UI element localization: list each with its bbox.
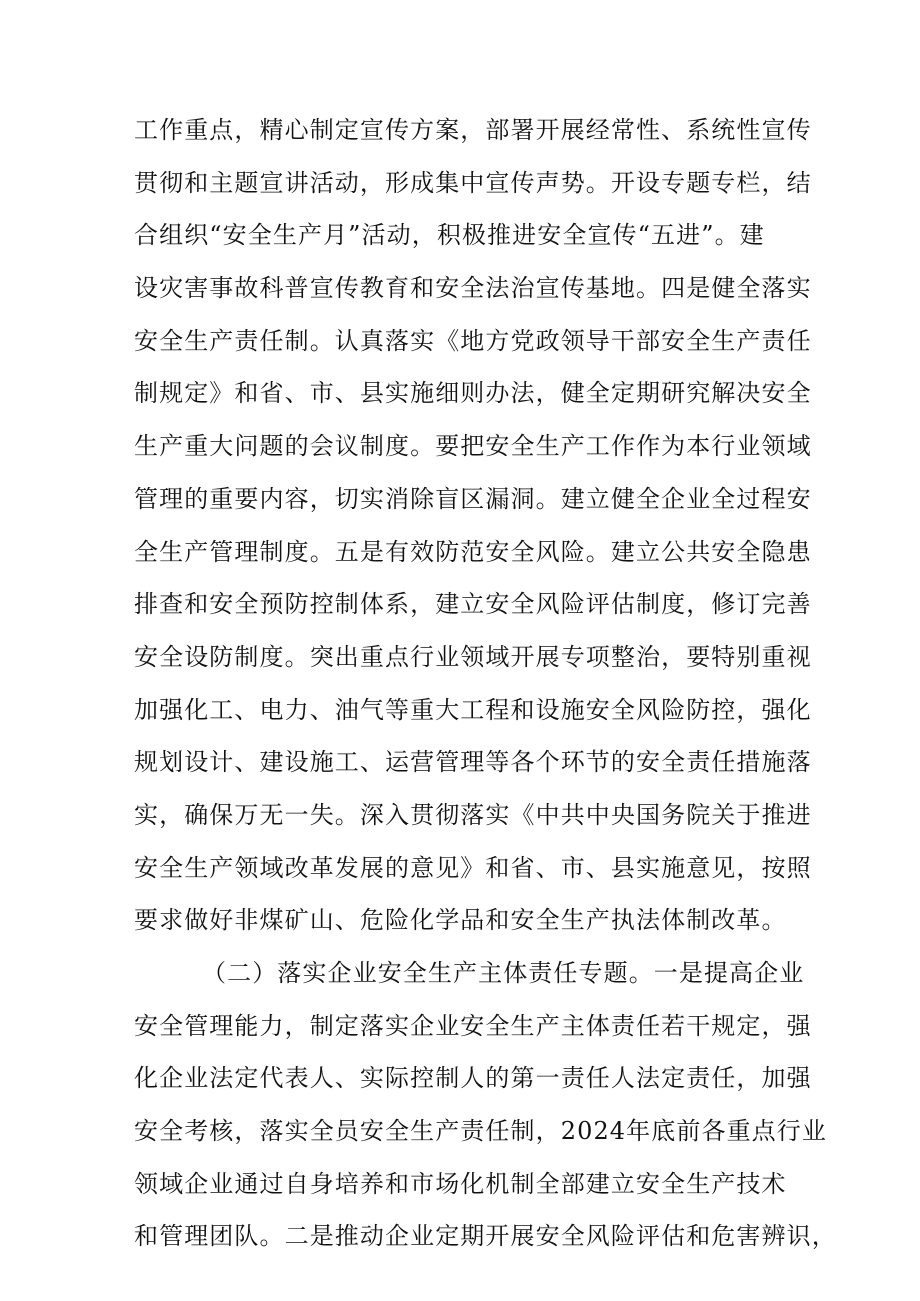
text-line: 制规定》和省、市、县实施细则办法，健全定期研究解决安全 <box>134 379 812 408</box>
text-line: 排查和安全预防控制体系，建立安全风险评估制度，修订完善 <box>134 590 812 619</box>
text-line: 和管理团队。二是推动企业定期开展安全风险评估和危害辨识， <box>134 1222 837 1251</box>
text-line: 合组织“安全生产月”活动，积极推进安全宣传“五进”。建 <box>134 221 765 250</box>
text-line: 实，确保万无一失。深入贯彻落实《中共中央国务院关于推进 <box>134 800 812 829</box>
text-line: 规划设计、建设施工、运营管理等各个环节的安全责任措施落 <box>134 748 812 777</box>
text-line: 化企业法定代表人、实际控制人的第一责任人法定责任，加强 <box>134 1064 812 1093</box>
text-line: 安全生产责任制。认真落实《地方党政领导干部安全生产责任 <box>134 326 812 355</box>
text-line: 安全生产领域改革发展的意见》和省、市、县实施意见，按照 <box>134 853 812 882</box>
text-line: 加强化工、电力、油气等重大工程和设施安全风险防控，强化 <box>134 695 812 724</box>
text-line: 全生产管理制度。五是有效防范安全风险。建立公共安全隐患 <box>134 537 812 566</box>
section-heading-line: （二）落实企业安全生产主体责任专题。一是提高企业 <box>202 959 805 987</box>
text-line: 工作重点，精心制定宣传方案，部署开展经常性、系统性宣传 <box>134 116 812 144</box>
text-line: 设灾害事故科普宣传教育和安全法治宣传基地。四是健全落实 <box>134 274 812 303</box>
body-text <box>134 104 837 1263</box>
text-line: 安全考核，落实全员安全生产责任制，2024年底前各重点行业 <box>134 1117 827 1146</box>
text-line: 安全管理能力，制定落实企业安全生产主体责任若干规定，强 <box>134 1011 812 1040</box>
text-line: 管理的重要内容，切实消除盲区漏洞。建立健全企业全过程安 <box>134 484 812 513</box>
text-line: 安全设防制度。突出重点行业领域开展专项整治，要特别重视 <box>134 642 812 671</box>
text-line: 领域企业通过自身培养和市场化机制全部建立安全生产技术 <box>134 1169 787 1198</box>
text-line: 生产重大问题的会议制度。要把安全生产工作作为本行业领域 <box>134 432 812 461</box>
text-line: 贯彻和主题宣讲活动，形成集中宣传声势。开设专题专栏，结 <box>134 168 812 197</box>
text-line: 要求做好非煤矿山、危险化学品和安全生产执法体制改革。 <box>134 906 787 935</box>
